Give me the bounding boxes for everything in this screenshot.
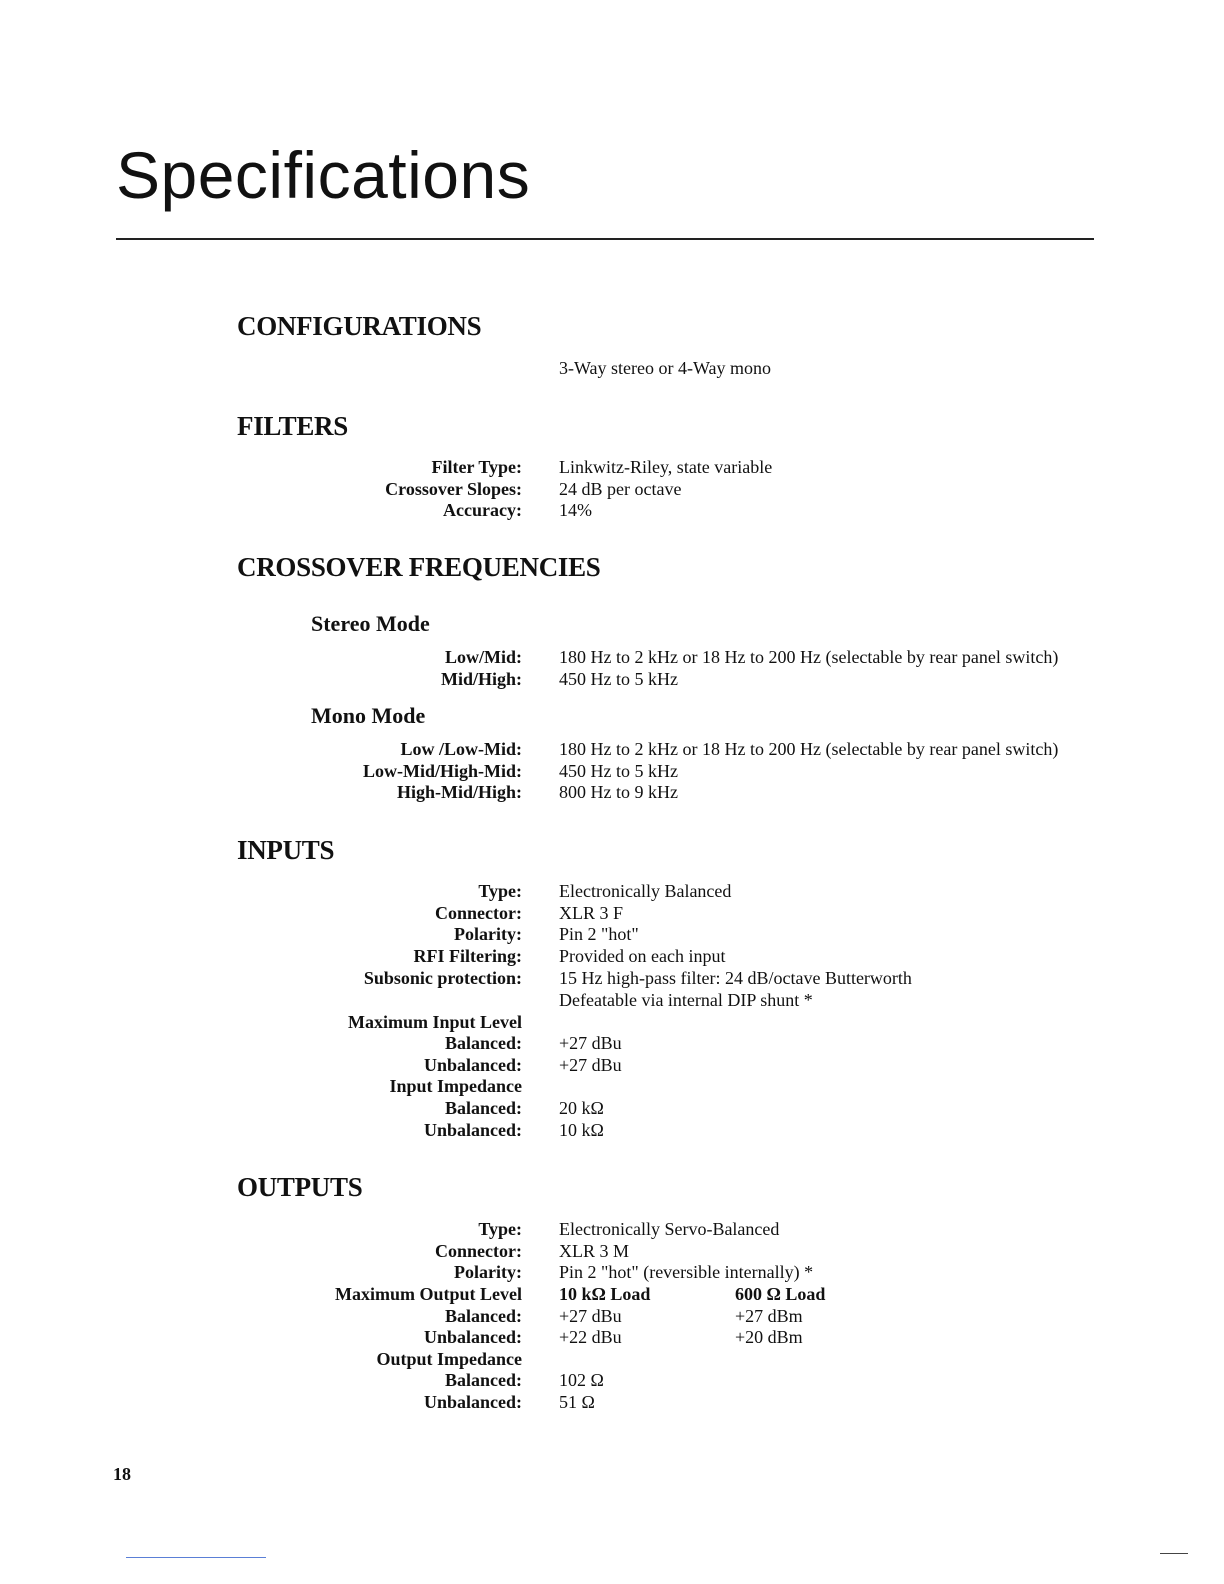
section-heading-inputs: INPUTS — [237, 835, 335, 865]
spec-row — [0, 945, 1224, 967]
spec-row — [0, 1119, 1224, 1141]
spec-value: 180 Hz to 2 kHz or 18 Hz to 200 Hz (selectable by rear panel switch) — [559, 647, 1059, 667]
section-heading-crossover-frequencies: CROSSOVER FREQUENCIES — [237, 552, 601, 582]
spec-label: Low /Low-Mid: — [400, 739, 522, 759]
spec-row — [0, 967, 1224, 989]
spec-value: 24 dB per octave — [559, 479, 682, 499]
spec-row — [0, 781, 1224, 803]
spec-value: +27 dBu — [559, 1306, 622, 1326]
spec-value-2: +27 dBm — [735, 1306, 803, 1326]
spec-row — [0, 1369, 1224, 1391]
spec-label: Unbalanced: — [423, 1120, 522, 1140]
spec-row — [0, 1032, 1224, 1054]
spec-value-2: +20 dBm — [735, 1327, 803, 1347]
spec-row — [0, 456, 1224, 478]
spec-value: Provided on each input — [559, 946, 726, 966]
spec-value: 3-Way stereo or 4-Way mono — [559, 358, 772, 378]
spec-row — [0, 1305, 1224, 1327]
spec-row — [0, 646, 1224, 668]
spec-row — [0, 1283, 1224, 1305]
spec-label: Polarity: — [454, 924, 522, 944]
scan-artifact-line — [126, 1557, 266, 1558]
spec-value: 102 Ω — [559, 1370, 604, 1390]
subheading-stereo-mode: Stereo Mode — [311, 611, 430, 636]
spec-label: Crossover Slopes: — [385, 479, 522, 499]
spec-value: Electronically Servo-Balanced — [559, 1219, 780, 1239]
spec-row — [0, 880, 1224, 902]
spec-value: Pin 2 "hot" (reversible internally) * — [559, 1262, 814, 1282]
spec-row — [0, 1326, 1224, 1348]
spec-label: Filter Type: — [431, 457, 522, 477]
spec-value: 15 Hz high-pass filter: 24 dB/octave Butterworth — [559, 968, 912, 988]
spec-row — [0, 902, 1224, 924]
page-title: Specifications — [116, 138, 531, 212]
spec-label: Low-Mid/High-Mid: — [362, 761, 522, 781]
spec-value: 51 Ω — [559, 1392, 595, 1412]
spec-value: 10 kΩ — [559, 1120, 604, 1140]
spec-label: Type: — [478, 881, 522, 901]
spec-row — [0, 923, 1224, 945]
spec-label: Low/Mid: — [444, 647, 522, 667]
spec-label: Balanced: — [444, 1033, 522, 1053]
spec-row — [0, 478, 1224, 500]
spec-row — [0, 668, 1224, 690]
spec-label: Balanced: — [444, 1370, 522, 1390]
spec-row — [0, 1348, 1224, 1370]
spec-group-label: Output Impedance — [376, 1349, 522, 1369]
spec-label: Connector: — [435, 1241, 522, 1261]
spec-row — [0, 357, 1224, 379]
spec-row — [0, 760, 1224, 782]
spec-value: 20 kΩ — [559, 1098, 604, 1118]
spec-label: Accuracy: — [443, 500, 522, 520]
spec-label: Polarity: — [454, 1262, 522, 1282]
spec-label: Unbalanced: — [423, 1327, 522, 1347]
title-rule — [116, 238, 1094, 240]
spec-group-label: Input Impedance — [389, 1076, 522, 1096]
spec-row — [0, 499, 1224, 521]
spec-value: +27 dBu — [559, 1055, 622, 1075]
spec-label: Connector: — [435, 903, 522, 923]
spec-value: XLR 3 F — [559, 903, 624, 923]
spec-value: XLR 3 M — [559, 1241, 630, 1261]
spec-value: Pin 2 "hot" — [559, 924, 639, 944]
spec-row — [0, 1240, 1224, 1262]
spec-row — [0, 989, 1224, 1011]
scan-artifact-line — [1160, 1553, 1188, 1554]
spec-row — [0, 738, 1224, 760]
page-number: 18 — [113, 1464, 131, 1484]
spec-row — [0, 1261, 1224, 1283]
spec-group-label: Maximum Output Level — [335, 1284, 522, 1304]
spec-value: +27 dBu — [559, 1033, 622, 1053]
spec-value: Defeatable via internal DIP shunt * — [559, 990, 813, 1010]
spec-label: RFI Filtering: — [413, 946, 522, 966]
spec-value: 800 Hz to 9 kHz — [559, 782, 678, 802]
spec-value: +22 dBu — [559, 1327, 622, 1347]
spec-label: High-Mid/High: — [396, 782, 522, 802]
spec-row — [0, 1097, 1224, 1119]
spec-row — [0, 1011, 1224, 1033]
spec-value: 14% — [559, 500, 592, 520]
spec-label: Unbalanced: — [423, 1392, 522, 1412]
column-header-600-load: 600 Ω Load — [735, 1284, 826, 1304]
spec-row — [0, 1391, 1224, 1413]
spec-row — [0, 1218, 1224, 1240]
spec-group-label: Maximum Input Level — [347, 1012, 522, 1032]
spec-value: 450 Hz to 5 kHz — [559, 761, 678, 781]
spec-label: Unbalanced: — [423, 1055, 522, 1075]
subheading-mono-mode: Mono Mode — [311, 703, 426, 728]
spec-value: 180 Hz to 2 kHz or 18 Hz to 200 Hz (selectable by rear panel switch) — [559, 739, 1059, 759]
spec-label: Balanced: — [444, 1098, 522, 1118]
spec-value: 450 Hz to 5 kHz — [559, 669, 678, 689]
spec-value: Linkwitz-Riley, state variable — [559, 457, 773, 477]
spec-row — [0, 1075, 1224, 1097]
section-heading-filters: FILTERS — [237, 411, 348, 441]
section-heading-outputs: OUTPUTS — [237, 1172, 363, 1202]
spec-row — [0, 1054, 1224, 1076]
section-heading-configurations: CONFIGURATIONS — [237, 311, 482, 341]
spec-label: Type: — [478, 1219, 522, 1239]
spec-label: Balanced: — [444, 1306, 522, 1326]
column-header-10k-load: 10 kΩ Load — [559, 1284, 651, 1304]
spec-label: Subsonic protection: — [363, 968, 522, 988]
spec-value: Electronically Balanced — [559, 881, 732, 901]
spec-label: Mid/High: — [440, 669, 522, 689]
